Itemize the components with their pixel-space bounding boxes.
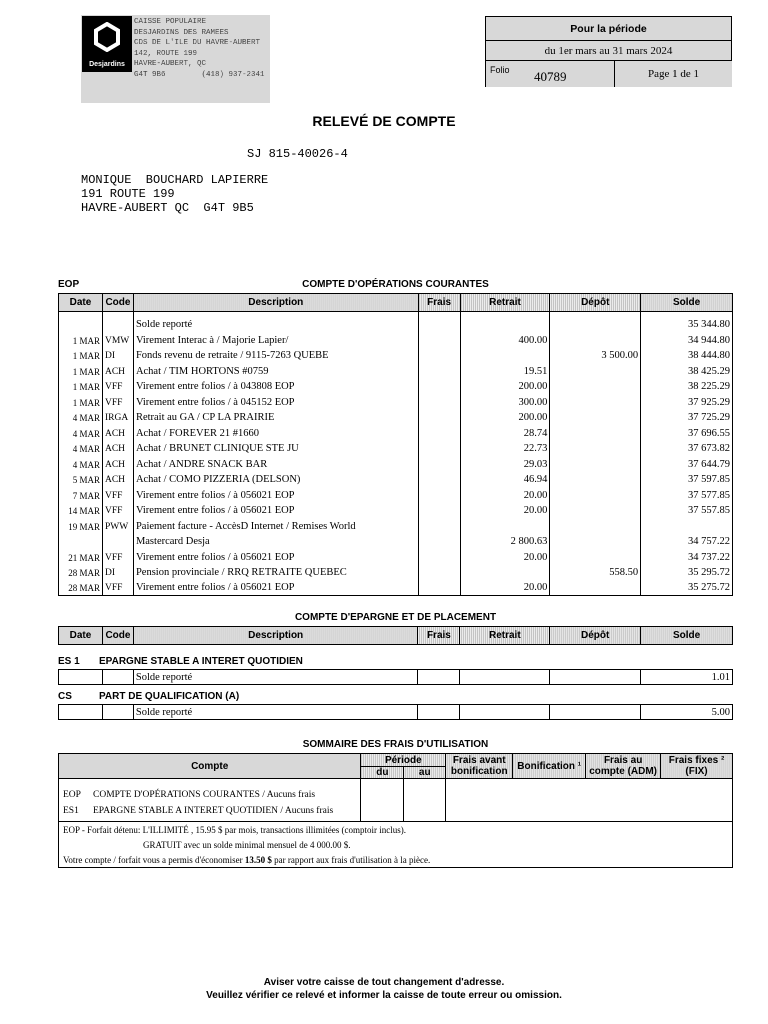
- tx-code: DI: [102, 565, 133, 581]
- tx-code: ACH: [102, 472, 133, 488]
- tx-date: 1 MAR: [59, 379, 103, 395]
- fees-col-bonif: Bonification ¹: [513, 754, 586, 779]
- table-row: [59, 379, 733, 395]
- tx-depot: [550, 425, 641, 441]
- tx-date: 14 MAR: [59, 503, 103, 519]
- tx-code: VFF: [102, 487, 133, 503]
- tx-solde: 35 295.72: [641, 565, 733, 581]
- tx-depot: [550, 518, 641, 534]
- tx-retrait: 20.00: [460, 487, 550, 503]
- savings-col-depot: Dépôt: [550, 627, 641, 645]
- table-row: [59, 332, 733, 348]
- fees-values-cell: [446, 779, 733, 822]
- tx-solde: 35 275.72: [641, 580, 733, 596]
- tx-description: Virement entre folios / à 056021 EOP: [133, 487, 418, 503]
- tx-solde: 38 444.80: [641, 348, 733, 364]
- tx-frais: [418, 425, 460, 441]
- tx-description: Achat / TIM HORTONS #0759: [133, 363, 418, 379]
- savings-account-name: PART DE QUALIFICATION (A): [99, 691, 240, 702]
- fees-col-au: au: [404, 767, 446, 779]
- table-row: [59, 348, 733, 364]
- savings-depot: [550, 670, 641, 685]
- tx-solde: 37 925.29: [641, 394, 733, 410]
- tx-code: VMW: [102, 332, 133, 348]
- savings-retrait: [460, 670, 550, 685]
- col-code: Code: [102, 294, 133, 312]
- period-range: du 1er mars au 31 mars 2024: [486, 41, 731, 61]
- tx-description: Achat / ANDRE SNACK BAR: [133, 456, 418, 472]
- tx-retrait: [460, 518, 550, 534]
- hexagon-logo-icon: [93, 22, 121, 52]
- tx-retrait: 20.00: [460, 580, 550, 596]
- tx-description: Virement entre folios / à 045152 EOP: [133, 394, 418, 410]
- table-row: [59, 394, 733, 410]
- account-number: SJ 815-40026-4: [247, 147, 348, 161]
- page-title: RELEVÉ DE COMPTE: [312, 113, 456, 129]
- tx-code: ACH: [102, 456, 133, 472]
- tx-date: 28 MAR: [59, 565, 103, 581]
- tx-solde: 37 673.82: [641, 441, 733, 457]
- tx-frais: [418, 410, 460, 426]
- institution-line: DESJARDINS DES RAMEES: [134, 28, 229, 37]
- brand-name: Desjardins: [89, 61, 125, 68]
- tx-retrait: 300.00: [460, 394, 550, 410]
- tx-description: Fonds revenu de retraite / 9115-7263 QUEBE: [133, 348, 418, 364]
- tx-code: [102, 312, 133, 333]
- tx-solde: 37 597.85: [641, 472, 733, 488]
- savings-account-heading: [58, 656, 303, 667]
- fees-note-free: GRATUIT avec un solde minimal mensuel de 4 000.00 $.: [143, 840, 351, 850]
- table-row: [59, 425, 733, 441]
- tx-frais: [418, 549, 460, 565]
- tx-frais: [418, 441, 460, 457]
- tx-date: 1 MAR: [59, 332, 103, 348]
- tx-description: Achat / COMO PIZZERIA (DELSON): [133, 472, 418, 488]
- footer-line-1: Aviser votre caisse de tout changement d'adresse.: [263, 977, 505, 988]
- tx-retrait: 22.73: [460, 441, 550, 457]
- savings-code: [102, 705, 133, 720]
- tx-solde: 34 757.22: [641, 534, 733, 550]
- col-description: Description: [133, 294, 418, 312]
- savings-date: [59, 670, 103, 685]
- table-row: [59, 363, 733, 379]
- savings-solde: 1.01: [641, 670, 733, 685]
- tx-retrait: 28.74: [460, 425, 550, 441]
- col-date: Date: [59, 294, 103, 312]
- savings-description: Solde reporté: [133, 705, 418, 720]
- savings-account-heading: [58, 691, 239, 702]
- tx-depot: [550, 549, 641, 565]
- period-label: Pour la période: [486, 17, 731, 41]
- col-solde: Solde: [641, 294, 733, 312]
- tx-date: 4 MAR: [59, 441, 103, 457]
- fees-account-row: [63, 787, 356, 803]
- table-row: [59, 518, 733, 534]
- tx-retrait: 29.03: [460, 456, 550, 472]
- tx-retrait: 20.00: [460, 549, 550, 565]
- table-row: [59, 472, 733, 488]
- tx-frais: [418, 456, 460, 472]
- tx-date: 4 MAR: [59, 456, 103, 472]
- savings-row-table: [58, 669, 733, 685]
- tx-solde: 37 557.85: [641, 503, 733, 519]
- tx-depot: [550, 312, 641, 333]
- tx-depot: [550, 580, 641, 596]
- tx-frais: [418, 394, 460, 410]
- tx-description: Solde reporté: [133, 312, 418, 333]
- tx-depot: 558.50: [550, 565, 641, 581]
- savings-col-description: Description: [133, 627, 417, 645]
- tx-solde: 38 425.29: [641, 363, 733, 379]
- institution-address: [134, 17, 265, 81]
- savings-date: [59, 705, 103, 720]
- tx-frais: [418, 534, 460, 550]
- table-row: [59, 503, 733, 519]
- tx-retrait: 200.00: [460, 410, 550, 426]
- savings-col-retrait: Retrait: [460, 627, 550, 645]
- fees-note-savings: [63, 853, 728, 868]
- tx-frais: [418, 487, 460, 503]
- tx-retrait: 400.00: [460, 332, 550, 348]
- tx-code: VFF: [102, 549, 133, 565]
- tx-code: VFF: [102, 379, 133, 395]
- tx-frais: [418, 312, 460, 333]
- institution-line: CAISSE POPULAIRE: [134, 18, 207, 26]
- tx-solde: 37 725.29: [641, 410, 733, 426]
- fees-accounts-cell: [59, 779, 361, 822]
- table-row: [59, 456, 733, 472]
- tx-frais: [418, 580, 460, 596]
- table-row: [59, 441, 733, 457]
- fees-note-savings-amount: 13.50 $: [244, 855, 272, 865]
- tx-retrait: 2 800.63: [460, 534, 550, 550]
- fees-note-plan: EOP - Forfait détenu: L'ILLIMITÉ , 15.95 $ par mois, transactions illimitées (comptoir inclus).: [63, 825, 406, 835]
- savings-account-code: CS: [58, 691, 72, 702]
- col-depot: Dépôt: [550, 294, 641, 312]
- tx-depot: [550, 394, 641, 410]
- tx-frais: [418, 363, 460, 379]
- tx-description: Virement entre folios / à 056021 EOP: [133, 549, 418, 565]
- footer-line-2: Veuillez vérifier ce relevé et informer la caisse de toute erreur ou omission.: [206, 990, 562, 1001]
- tx-retrait: [460, 348, 550, 364]
- page-indicator: Page 1 de 1: [614, 61, 732, 87]
- table-row: [59, 312, 733, 333]
- tx-description: Virement entre folios / à 043808 EOP: [133, 379, 418, 395]
- tx-solde: 35 344.80: [641, 312, 733, 333]
- savings-depot: [550, 705, 641, 720]
- fees-account-code: EOP: [63, 790, 81, 800]
- tx-retrait: 200.00: [460, 379, 550, 395]
- tx-frais: [418, 472, 460, 488]
- footer-notice: [0, 976, 768, 1002]
- tx-date: 5 MAR: [59, 472, 103, 488]
- tx-depot: [550, 534, 641, 550]
- tx-date: 1 MAR: [59, 348, 103, 364]
- savings-col-code: Code: [102, 627, 133, 645]
- fees-col-avant-bonif: Frais avant bonification: [446, 754, 513, 779]
- fees-col-du: du: [361, 767, 404, 779]
- tx-code: ACH: [102, 441, 133, 457]
- tx-retrait: [460, 565, 550, 581]
- tx-retrait: 46.94: [460, 472, 550, 488]
- tx-date: 1 MAR: [59, 394, 103, 410]
- tx-date: 4 MAR: [59, 425, 103, 441]
- tx-solde: 37 577.85: [641, 487, 733, 503]
- tx-description: Virement entre folios / à 056021 EOP: [133, 580, 418, 596]
- tx-code: [102, 534, 133, 550]
- institution-line: G4T 9B6 (418) 937-2341: [134, 70, 265, 79]
- tx-depot: [550, 456, 641, 472]
- fees-col-periode: Période: [361, 754, 446, 767]
- tx-date: 21 MAR: [59, 549, 103, 565]
- tx-date: 28 MAR: [59, 580, 103, 596]
- tx-date: 19 MAR: [59, 518, 103, 534]
- tx-description: Pension provinciale / RRQ RETRAITE QUEBEC: [133, 565, 418, 581]
- tx-solde: [641, 518, 733, 534]
- tx-depot: [550, 472, 641, 488]
- savings-col-frais: Frais: [418, 627, 460, 645]
- tx-description: Virement entre folios / à 056021 EOP: [133, 503, 418, 519]
- savings-frais: [418, 705, 460, 720]
- tx-code: DI: [102, 348, 133, 364]
- table-row: [59, 549, 733, 565]
- savings-code: [102, 670, 133, 685]
- tx-code: PWW: [102, 518, 133, 534]
- fees-account-desc: COMPTE D'OPÉRATIONS COURANTES / Aucuns frais: [93, 790, 316, 800]
- tx-code: ACH: [102, 363, 133, 379]
- tx-date: [59, 312, 103, 333]
- table-row: [59, 565, 733, 581]
- savings-description: Solde reporté: [133, 670, 418, 685]
- period-box: [485, 16, 732, 87]
- current-account-code: EOP: [58, 279, 80, 290]
- folio-label: Folio: [490, 65, 510, 75]
- tx-depot: [550, 410, 641, 426]
- tx-depot: [550, 363, 641, 379]
- savings-account-code: ES 1: [58, 656, 80, 667]
- tx-depot: [550, 441, 641, 457]
- fees-au-cell: [404, 779, 446, 822]
- tx-frais: [418, 503, 460, 519]
- savings-solde: 5.00: [641, 705, 733, 720]
- tx-retrait: [460, 312, 550, 333]
- tx-depot: 3 500.00: [550, 348, 641, 364]
- client-name: MONIQUE BOUCHARD LAPIERRE: [81, 173, 269, 187]
- tx-description: Mastercard Desja: [133, 534, 418, 550]
- current-account-title: COMPTE D'OPÉRATIONS COURANTES: [302, 279, 489, 290]
- table-row: [59, 410, 733, 426]
- tx-depot: [550, 379, 641, 395]
- tx-date: [59, 534, 103, 550]
- savings-frais: [418, 670, 460, 685]
- tx-date: 4 MAR: [59, 410, 103, 426]
- folio-number: 40789: [534, 69, 567, 84]
- tx-code: VFF: [102, 503, 133, 519]
- client-street: 191 ROUTE 199: [81, 187, 175, 201]
- savings-col-date: Date: [59, 627, 103, 645]
- table-row: [59, 580, 733, 596]
- tx-solde: 37 644.79: [641, 456, 733, 472]
- transactions-table: [58, 293, 733, 596]
- tx-solde: 34 944.80: [641, 332, 733, 348]
- institution-line: CDS DE L'ILE DU HAVRE-AUBERT: [134, 39, 261, 48]
- tx-frais: [418, 565, 460, 581]
- col-retrait: Retrait: [460, 294, 550, 312]
- tx-depot: [550, 487, 641, 503]
- tx-code: VFF: [102, 394, 133, 410]
- savings-row-table: [58, 704, 733, 720]
- client-city: HAVRE-AUBERT QC G4T 9B5: [81, 201, 254, 215]
- tx-code: VFF: [102, 580, 133, 596]
- fees-notes: [58, 820, 733, 868]
- institution-line: HAVRE-AUBERT, QC: [134, 60, 207, 69]
- savings-title: COMPTE D'EPARGNE ET DE PLACEMENT: [294, 612, 497, 623]
- tx-description: Achat / BRUNET CLINIQUE STE JU: [133, 441, 418, 457]
- fees-note-savings-post: par rapport aux frais d'utilisation à la pièce.: [271, 855, 431, 865]
- tx-depot: [550, 503, 641, 519]
- tx-description: Achat / FOREVER 21 #1660: [133, 425, 418, 441]
- fees-col-adm: Frais au compte (ADM): [586, 754, 661, 779]
- savings-header-table: [58, 626, 733, 645]
- tx-retrait: 20.00: [460, 503, 550, 519]
- savings-retrait: [460, 705, 550, 720]
- tx-solde: 38 225.29: [641, 379, 733, 395]
- table-row: [59, 670, 733, 685]
- tx-frais: [418, 332, 460, 348]
- fees-col-compte: Compte: [59, 754, 361, 779]
- tx-retrait: 19.51: [460, 363, 550, 379]
- savings-col-solde: Solde: [641, 627, 733, 645]
- desjardins-logo: [82, 16, 132, 72]
- tx-description: Virement Interac à / Majorie Lapier/: [133, 332, 418, 348]
- fees-account-code: ES1: [63, 806, 79, 816]
- tx-frais: [418, 518, 460, 534]
- fees-table: [58, 753, 733, 822]
- tx-solde: 34 737.22: [641, 549, 733, 565]
- fees-du-cell: [361, 779, 404, 822]
- table-row: [59, 705, 733, 720]
- tx-frais: [418, 379, 460, 395]
- fees-account-row: [63, 803, 356, 819]
- client-address: [81, 173, 268, 215]
- tx-date: 1 MAR: [59, 363, 103, 379]
- fees-account-desc: EPARGNE STABLE A INTERET QUOTIDIEN / Aucuns frais: [93, 806, 334, 816]
- fees-note-savings-pre: Votre compte / forfait vous a permis d'économiser: [63, 855, 245, 865]
- savings-account-name: EPARGNE STABLE A INTERET QUOTIDIEN: [99, 656, 303, 667]
- institution-line: 142, ROUTE 199: [134, 49, 198, 58]
- tx-date: 7 MAR: [59, 487, 103, 503]
- col-frais: Frais: [418, 294, 460, 312]
- fees-col-fix: Frais fixes ² (FIX): [661, 754, 733, 779]
- tx-description: Paiement facture - AccèsD Internet / Remises World: [133, 518, 418, 534]
- table-row: [59, 487, 733, 503]
- tx-code: ACH: [102, 425, 133, 441]
- tx-description: Retrait au GA / CP LA PRAIRIE: [133, 410, 418, 426]
- fees-title: SOMMAIRE DES FRAIS D'UTILISATION: [302, 739, 489, 750]
- tx-depot: [550, 332, 641, 348]
- tx-code: IRGA: [102, 410, 133, 426]
- tx-solde: 37 696.55: [641, 425, 733, 441]
- table-row: [59, 534, 733, 550]
- tx-frais: [418, 348, 460, 364]
